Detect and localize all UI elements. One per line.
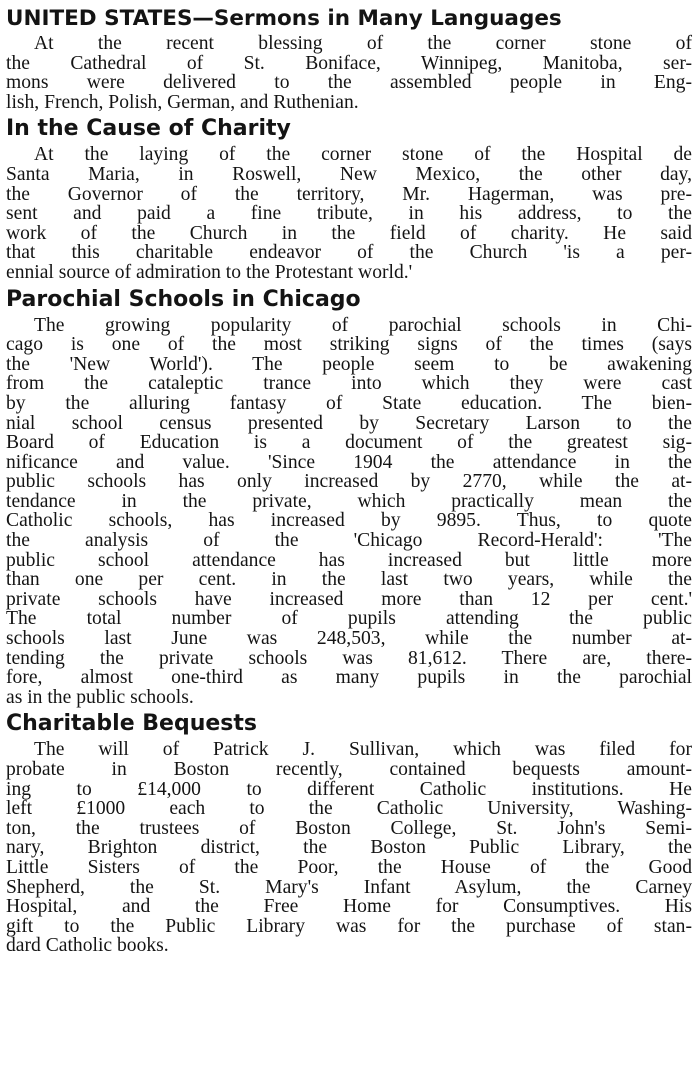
text-line: by the alluring fantasy of State education. The bien-: [6, 392, 692, 414]
text-line: the analysis of the 'Chicago Record-Herald': 'The: [6, 530, 692, 552]
text-line: Board of Education is a document of the greatest sig-: [6, 432, 692, 454]
text-line: mons were delivered to the assembled people in Eng-: [6, 72, 692, 94]
article-body: [6, 316, 692, 708]
text-line: the Governor of the territory, Mr. Hagerman, was pre-: [6, 183, 692, 205]
text-line: nary, Brighton district, the Boston Public Library, the: [6, 837, 692, 859]
article-heading: Charitable Bequests: [6, 711, 258, 737]
article-heading: In the Cause of Charity: [6, 116, 291, 142]
text-line: At the laying of the corner stone of the Hospital de: [34, 144, 692, 166]
text-line: public school attendance has increased but little more: [6, 549, 692, 571]
text-line: ennial source of admiration to the Protestant world.': [6, 261, 413, 283]
text-line: probate in Boston recently, contained bequests amount-: [6, 759, 692, 780]
text-line: The total number of pupils attending the public: [6, 608, 692, 630]
article-body: [6, 740, 692, 956]
text-line: ing to £14,000 to different Catholic institutions. He: [6, 778, 692, 800]
text-line: lish, French, Polish, German, and Ruthenian.: [6, 91, 359, 113]
text-line: nial school census presented by Secretary Larson to the: [6, 412, 692, 434]
article-parochial-schools-chicago: [6, 287, 692, 708]
text-line: Hospital, and the Free Home for Consumptives. His: [6, 896, 692, 918]
text-line: public schools has only increased by 2770, while the at-: [6, 471, 692, 493]
article-heading: UNITED STATES—Sermons in Many Languages: [6, 6, 562, 31]
article-heading: Parochial Schools in Chicago: [6, 286, 361, 312]
text-line: Santa Maria, in Roswell, New Mexico, the other day,: [6, 163, 692, 185]
text-line: Little Sisters of the Poor, the House of the Good: [6, 856, 692, 878]
text-line: that this charitable endeavor of the Church 'is a per-: [6, 242, 692, 264]
article-charitable-bequests: [6, 711, 692, 956]
text-line: private schools have increased more than 12 per cent.': [6, 588, 692, 610]
text-line: fore, almost one-third as many pupils in the parochial: [6, 667, 692, 689]
text-line: gift to the Public Library was for the purchase of stan-: [6, 915, 692, 937]
text-line: as in the public schools.: [6, 686, 194, 708]
text-line: tendance in the private, which practically mean the: [6, 490, 692, 512]
article-cause-of-charity: [6, 116, 692, 282]
text-line: The will of Patrick J. Sullivan, which was filed for: [34, 739, 692, 761]
text-line: nificance and value. 'Since 1904 the attendance in the: [6, 451, 692, 473]
article-sermons-in-many-languages: [6, 6, 692, 112]
text-line: tending the private schools was 81,612. There are, there-: [6, 647, 692, 669]
text-line: the 'New World'). The people seem to be awakening: [6, 353, 692, 375]
text-line: work of the Church in the field of charity. He said: [6, 222, 692, 244]
text-line: ton, the trustees of Boston College, St. John's Semi-: [6, 817, 692, 839]
text-line: Shepherd, the St. Mary's Infant Asylum, the Carney: [6, 876, 692, 898]
text-line: Catholic schools, has increased by 9895. Thus, to quote: [6, 510, 692, 532]
text-line: than one per cent. in the last two years, while the: [6, 569, 692, 591]
text-line: At the recent blessing of the corner stone of: [34, 33, 692, 54]
text-line: from the cataleptic trance into which they were cast: [6, 373, 692, 395]
text-line: the Cathedral of St. Boniface, Winnipeg, Manitoba, ser-: [6, 52, 692, 74]
article-body: [6, 34, 692, 112]
text-line: left £1000 each to the Catholic University, Washing-: [6, 798, 692, 820]
text-line: The growing popularity of parochial schools in Chi-: [34, 314, 692, 336]
text-line: cago is one of the most striking signs of the times (says: [6, 334, 692, 356]
text-line: dard Catholic books.: [6, 935, 169, 957]
text-line: schools last June was 248,503, while the number at-: [6, 628, 692, 650]
article-body: [6, 145, 692, 282]
text-line: sent and paid a fine tribute, in his address, to the: [6, 203, 692, 225]
